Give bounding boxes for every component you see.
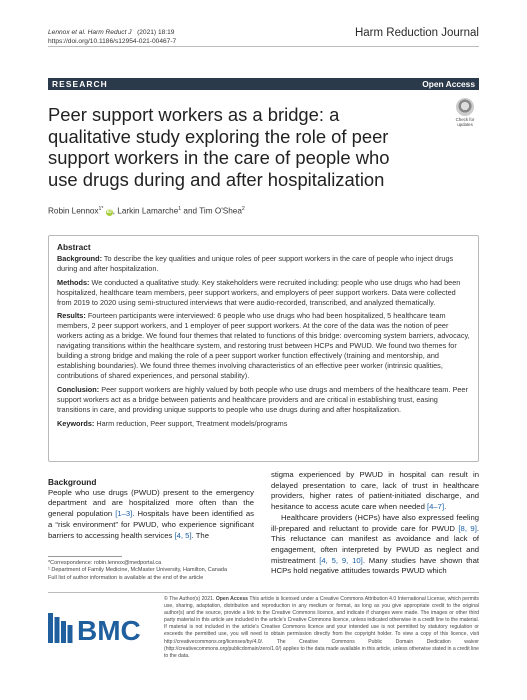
article-title: Peer support workers as a bridge: a qualitative study exploring the role of peer support workers in the care of people who use drugs during and after hospitalization bbox=[48, 104, 390, 190]
author-name[interactable]: and Tim O'Shea bbox=[181, 206, 242, 216]
citation-link[interactable]: [8, 9] bbox=[458, 523, 477, 533]
abstract-heading: Abstract bbox=[57, 242, 91, 252]
body-paragraph: Healthcare providers (HCPs) have also expressed feeling ill-prepared and reluctant to provide care for PWUD [8, 9]. This reluctance can manifest as avoidance and lack of engagement, often interpreted by PWUD as neglect and mistreatment [4, 5, 9, 10]. Many studies have shown that HCPs hold negative attitudes towards PWUD which bbox=[271, 512, 479, 576]
orcid-icon[interactable]: iD bbox=[106, 208, 112, 215]
author-affiliation: 1* bbox=[98, 206, 104, 212]
abstract-keywords: Keywords: Harm reduction, Peer support, Treatment models/programs bbox=[57, 418, 288, 428]
abstract-results: Results: Fourteen participants were interviewed: 6 people who use drugs who had been hospitalized, 5 healthcare team members, 2 peer support workers, and 1 employer of peer support workers. At the core of the data was the notion of peer workers acting as a bridge. We found four themes that related to functions of this bridge: overcoming system barriers, advocacy, navigating transitions within the healthcare system, and restoring trust between HCPs and PWUD. We found two themes for building a strong bridge and making the role of a peer support worker function effectively (training and mentorship, and establishing boundaries). We found three themes involving characteristics of an effective peer worker (intrinsic qualities, contributions of shared experiences, and personal stability). bbox=[57, 311, 470, 380]
section-label: RESEARCH bbox=[52, 79, 108, 89]
author-affiliation: 1 bbox=[178, 206, 182, 212]
header-divider bbox=[48, 46, 479, 47]
bmc-logo-icon bbox=[48, 613, 73, 643]
body-paragraph: stigma experienced by PWUD in hospital can result in delayed presentation to care, lack of trust in healthcare providers, higher rates of patient-initiated discharge, and hesitance to access acute care when needed [4–7]. bbox=[271, 470, 479, 512]
citation-link[interactable]: [4–7] bbox=[427, 502, 445, 512]
bmc-logo bbox=[48, 608, 148, 648]
citation-year: (2021) 18:19 bbox=[137, 29, 175, 36]
article-type-banner bbox=[48, 78, 479, 90]
body-column-left bbox=[48, 477, 254, 541]
body-column-right bbox=[271, 470, 479, 577]
check-for-updates-badge[interactable] bbox=[452, 98, 478, 128]
citation-link[interactable]: [4, 5] bbox=[174, 530, 192, 540]
journal-name: Harm Reduction Journal bbox=[354, 27, 479, 39]
section-heading: Background bbox=[48, 477, 97, 487]
bmc-logo-text: BMC bbox=[77, 615, 141, 646]
open-access-tag: Open Access bbox=[215, 596, 249, 602]
author-name[interactable]: Robin Lennox bbox=[48, 206, 99, 216]
citation-link[interactable]: [1–3] bbox=[115, 509, 133, 519]
footer-divider bbox=[48, 592, 479, 593]
correspondence-note[interactable]: *Correspondence: robin.lennox@medportal.ca bbox=[48, 560, 162, 566]
affiliation-note: ¹ Department of Family Medicine, McMaster University, Hamilton, Canada bbox=[48, 567, 228, 574]
citation-journal: Lennox et al. Harm Reduct J bbox=[48, 29, 132, 36]
open-access-label: Open Access bbox=[422, 79, 475, 89]
abstract-conclusion: Conclusion: Peer support workers are highly valued by both people who use drugs and members of the healthcare team. Peer support workers act as a bridge between patients and healthcare providers and are critical in establishing trust, easing transitions in care, and providing unique supports to people who use drugs during and after hospitalization. bbox=[57, 384, 468, 414]
crossmark-icon bbox=[456, 98, 474, 116]
license-text: © The Author(s) 2021. Open Access This article is licensed under a Creative Commons Attribution 4.0 International License, which permits use, sharing, adaptation, distribution and reproduction in any medium or format, as long as you give appropriate credit to the original author(s) and the source, provide a link to the Creative Commons licence, and indicate if changes were made. The images or other third party material in this article are included in the article's Creative Commons licence, unless indicated otherwise in a credit line to the material. If material is not included in the article's Creative Commons licence and your intended use is not permitted by statutory regulation or exceeds the permitted use, you will need to obtain permission directly from the copyright holder. To view a copy of this licence, visit http://creativecommons.org/licenses/by/4.0/. The Creative Commons Public Domain Dedication waiver (http://creativecommons.org/publicdomain/zero/1.0/) applies to the data made available in this article, unless otherwise stated in a credit line to the data. bbox=[164, 596, 479, 659]
citation-block bbox=[48, 28, 176, 46]
doi-link[interactable]: https://doi.org/10.1186/s12954-021-00467-7 bbox=[48, 38, 177, 45]
author-info-note: Full list of author information is available at the end of the article bbox=[48, 574, 204, 581]
citation-link[interactable]: [4, 5, 9, 10] bbox=[319, 555, 363, 565]
abstract-background: Background: To describe the key qualities and unique roles of peer support workers in the care of people who inject drugs during and after hospitalization. bbox=[57, 253, 454, 273]
footnotes bbox=[48, 560, 278, 582]
body-paragraph: People who use drugs (PWUD) present to the emergency department and are hospitalized more often than the general population [1–3]. Hospitals have been identified as a “risk environment” for PWUD, who experience significant barriers to accessing health services [4, 5]. The bbox=[48, 487, 254, 540]
abstract-methods: Methods: We conducted a qualitative study. Key stakeholders were recruited including: people who use drugs who had been hospitalized, healthcare team members, peer support workers, and employers of peer support workers. Data were collected from 2019 to 2020 using semi-structured interviews that were audio-recorded, transcribed, and analyzed thematically. bbox=[57, 277, 461, 307]
author-affiliation: 2 bbox=[241, 206, 245, 212]
check-updates-label: Check for updates bbox=[455, 117, 475, 127]
author-name[interactable]: , Larkin Lamarche bbox=[112, 206, 179, 216]
author-list bbox=[48, 206, 245, 216]
abstract-box bbox=[48, 235, 479, 462]
footnote-divider bbox=[48, 556, 122, 557]
